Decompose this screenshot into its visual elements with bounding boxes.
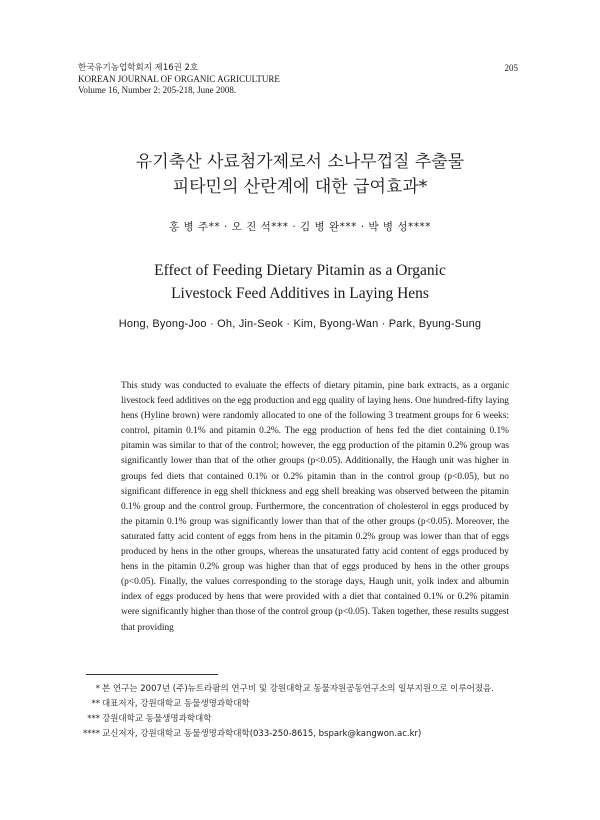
page-number: 205 (504, 63, 518, 73)
abstract-text: This study was conducted to evaluate the effects of dietary pitamin, pine bark extracts, as a organic livestock feed additives on the egg production and egg quality of laying hens. One hundred-fifty laying hens (Hyline brown) were randomly allocated to one of the following 3 treatment groups for 6 weeks: control, pitamin 0.1% and pitamin 0.2%. The egg production of hens fed the diet containing 0.1% pitamin was similar to that of the control; however, the egg production of the pitamin 0.2% group was significantly lower than that of the other groups (p<0.05). Additionally, the Haugh unit was higher in groups fed diets that contained 0.1% or 0.2% pitamin than in the control group (p<0.05), but no significant difference in egg shell thickness and egg shell breaking was observed between the pitamin 0.1% group and the control group. Furthermore, the concentration of cholesterol in eggs produced by the pitamin 0.1% group was significantly lower than that of the other groups (p<0.05). Moreover, the saturated fatty acid content of eggs from hens in the pitamin 0.2% group was lower than that of eggs produced by hens in the other groups, whereas the unsaturated fatty acid content of eggs produced by hens in the pitamin 0.2% group was higher than that of eggs produced by hens in the other groups (p<0.05). Finally, the values corresponding to the storage days, Haugh unit, yolk index and albumin index of eggs produced by hens that were provided with a diet that contained 0.1% or 0.2% pitamin were significantly higher than those of the control group (p<0.05). Taken together, these results suggest that providing (121, 381, 509, 633)
authors-english: Hong, Byong-Joo · Oh, Jin-Seok · Kim, Byong-Wan · Park, Byung-Sung (118, 318, 482, 330)
title-korean-line-1: 유기축산 사료첨가제로서 소나무껍질 추출물 (135, 152, 465, 172)
footnotes (80, 682, 540, 742)
footnote-mark: **** (83, 729, 100, 739)
footnote-item (80, 712, 540, 727)
footnote-text: 대표저자, 강원대학교 동물생명과학대학 (102, 699, 250, 709)
footnote-item (80, 682, 540, 697)
title-english-line-2: Livestock Feed Additives in Laying Hens (171, 285, 429, 302)
footnote-text: 본 연구는 2007년 (주)뉴트라팜의 연구비 및 강원대학교 동물자원공동연구소의 일부지원으로 이루어졌음. (102, 684, 494, 694)
footnote-mark: *** (87, 714, 100, 724)
journal-name-korean: 한국유기농업학회지 제16권 2호 (78, 63, 199, 73)
authors-korean: 홍 병 주** · 오 진 석*** · 김 병 완*** · 박 병 성**** (169, 221, 431, 233)
title-korean-line-2: 피타민의 산란계에 대한 급여효과* (172, 177, 428, 197)
footnote-divider (86, 674, 218, 675)
footnote-item (80, 727, 540, 742)
journal-header (78, 63, 280, 96)
footnote-text: 교신저자, 강원대학교 동물생명과학대학(033-250-8615, bspark@kangwon.ac.kr) (102, 729, 422, 739)
title-english (0, 259, 600, 305)
title-korean (0, 150, 600, 200)
journal-volume: Volume 16, Number 2: 205-218, June 2008. (78, 85, 237, 95)
title-english-line-1: Effect of Feeding Dietary Pitamin as a Organic (154, 262, 446, 279)
journal-name-english: KOREAN JOURNAL OF ORGANIC AGRICULTURE (78, 74, 280, 84)
footnote-item (80, 697, 540, 712)
footnote-mark: * (95, 684, 100, 694)
footnote-mark: ** (91, 699, 100, 709)
footnote-text: 강원대학교 동물생명과학대학 (102, 714, 212, 724)
